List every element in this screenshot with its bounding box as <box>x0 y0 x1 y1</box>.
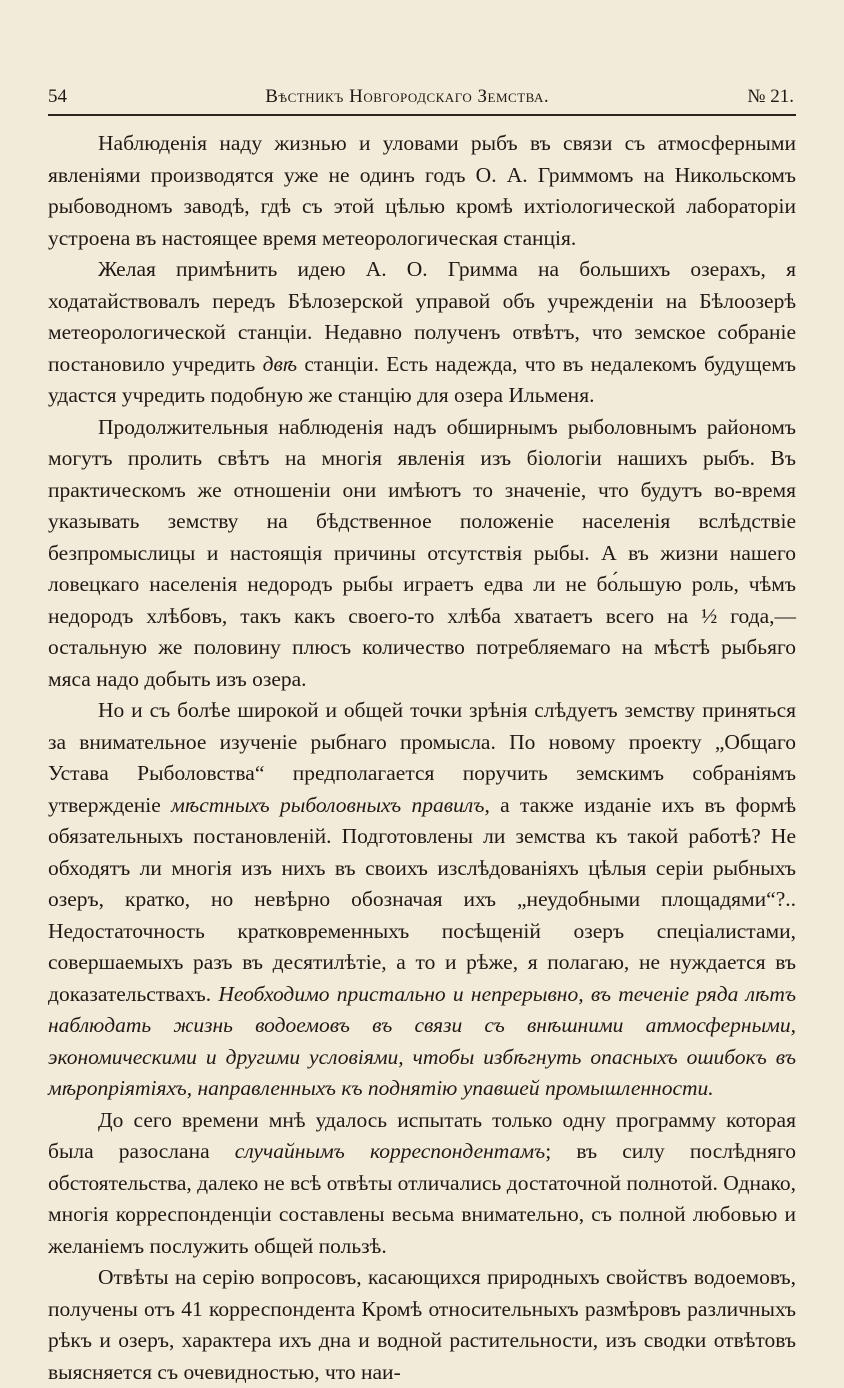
paragraph-4-text-c: , а также изданіе ихъ въ формѣ обязательныхъ постановленій. Подготовлены ли земства къ такой работѣ? Не обходятъ ли многія изъ нихъ въ своихъ изслѣдованіяхъ цѣлыя серіи рыбныхъ озеръ, кратко, но невѣрно обозначая ихъ „неудобными площадями“?.. Недостаточность кратковременныхъ посѣщеній озеръ спеціалистами, совершаемыхъ разъ въ десятилѣтіе, а то и рѣже, я полагаю, не нуждается въ доказательствахъ. <box>48 792 796 1006</box>
paragraph-4 <box>48 695 796 1105</box>
paragraph-4-italic-a: мѣстныхъ рыболовныхъ правилъ <box>171 792 485 817</box>
paragraph-2-text-a: Желая примѣнить идею А. О. Гримма на большихъ озерахъ, я ходатайствовалъ передъ Бѣлозерской управой объ учрежденіи на Бѣлоозерѣ метеорологической станціи. Недавно полученъ отвѣтъ, что земское собраніе постановило учредить <box>48 257 796 376</box>
paragraph-6: Отвѣты на серію вопросовъ, касающихся природныхъ свойствъ водоемовъ, получены отъ 41 корреспондента Кромѣ относительныхъ размѣровъ различныхъ рѣкъ и озеръ, характера ихъ дна и водной растительности, изъ сводки отвѣтовъ выясняется съ очевидностью, что наи- <box>48 1265 796 1384</box>
paragraph-5-text-c: ; въ силу послѣдняго обстоятельства, далеко не всѣ отвѣты отличались достаточной полнотой. Однако, многія корреспонденціи составлены весьма внимательно, съ полной любовью и желаніемъ послужить общей пользѣ. <box>48 1139 797 1258</box>
running-header <box>48 86 796 116</box>
paragraph-2-italic: двѣ <box>262 351 298 376</box>
paragraph-5-text-a: До сего времени мнѣ удалось испытать только одну программу которая была разослана <box>48 1107 796 1163</box>
page-number: 54 <box>48 86 67 107</box>
journal-title: Вѣстникъ Новгородскаго Земства. <box>265 86 550 107</box>
paragraph-4-italic-b: Необходимо пристально и непрерывно, въ теченіе ряда лѣтъ наблюдать жизнь водоемовъ въ связи съ внѣшними атмосферными, экономическими и другими условіями, чтобы избѣгнуть опасныхъ ошибокъ въ мѣропріятіяхъ, направленныхъ къ поднятію упавшей промышленности. <box>48 981 797 1100</box>
issue-number: № 21. <box>747 86 794 107</box>
paragraph-4-text-a: Но и съ болѣе широкой и общей точки зрѣнія слѣдуетъ земству приняться за внимательное изученіе рыбнаго промысла. По новому проекту „Общаго Устава Рыболовства“ предполагается поручить земскимъ собраніямъ утвержденіе <box>48 698 796 817</box>
paragraph-5-italic: случайнымъ корреспондентамъ <box>234 1139 546 1163</box>
page <box>48 86 796 1388</box>
paragraph-5 <box>48 1105 796 1263</box>
paragraph-1: Наблюденія наду жизнью и уловами рыбъ въ связи съ атмосферными явленіями производятся уже не одинъ годъ О. А. Гриммомъ на Никольскомъ рыбоводномъ заводѣ, гдѣ съ этой цѣлью кромѣ ихтіологической лабораторіи устроена въ настоящее время метеорологическая станція. <box>48 131 796 250</box>
paragraph-2-text-c: станціи. Есть надежда, что въ недалекомъ будущемъ удастся учредить подобную же станцію для озера Ильменя. <box>48 351 796 407</box>
article-body <box>48 128 796 1388</box>
paragraph-3: Продолжительныя наблюденія надъ обширнымъ рыболовнымъ райономъ могутъ пролить свѣтъ на многія явленія изъ біологіи нашихъ рыбъ. Въ практическомъ же отношеніи они имѣютъ то значеніе, что будутъ во-время указывать земству на бѣдственное положеніе населенія вслѣдствіе безпромыслицы и настоящія причины отсутствія рыбы. А въ жизни нашего ловецкаго населенія недородъ рыбы играетъ едва ли не бо́льшую роль, чѣмъ недородъ хлѣбовъ, такъ какъ своего-то хлѣба хватаетъ всего на ½ года,—остальную же половину плюсъ количество потребляемаго на мѣстѣ рыбьяго мяса надо добыть изъ озера. <box>48 414 796 691</box>
paragraph-2 <box>48 254 796 412</box>
